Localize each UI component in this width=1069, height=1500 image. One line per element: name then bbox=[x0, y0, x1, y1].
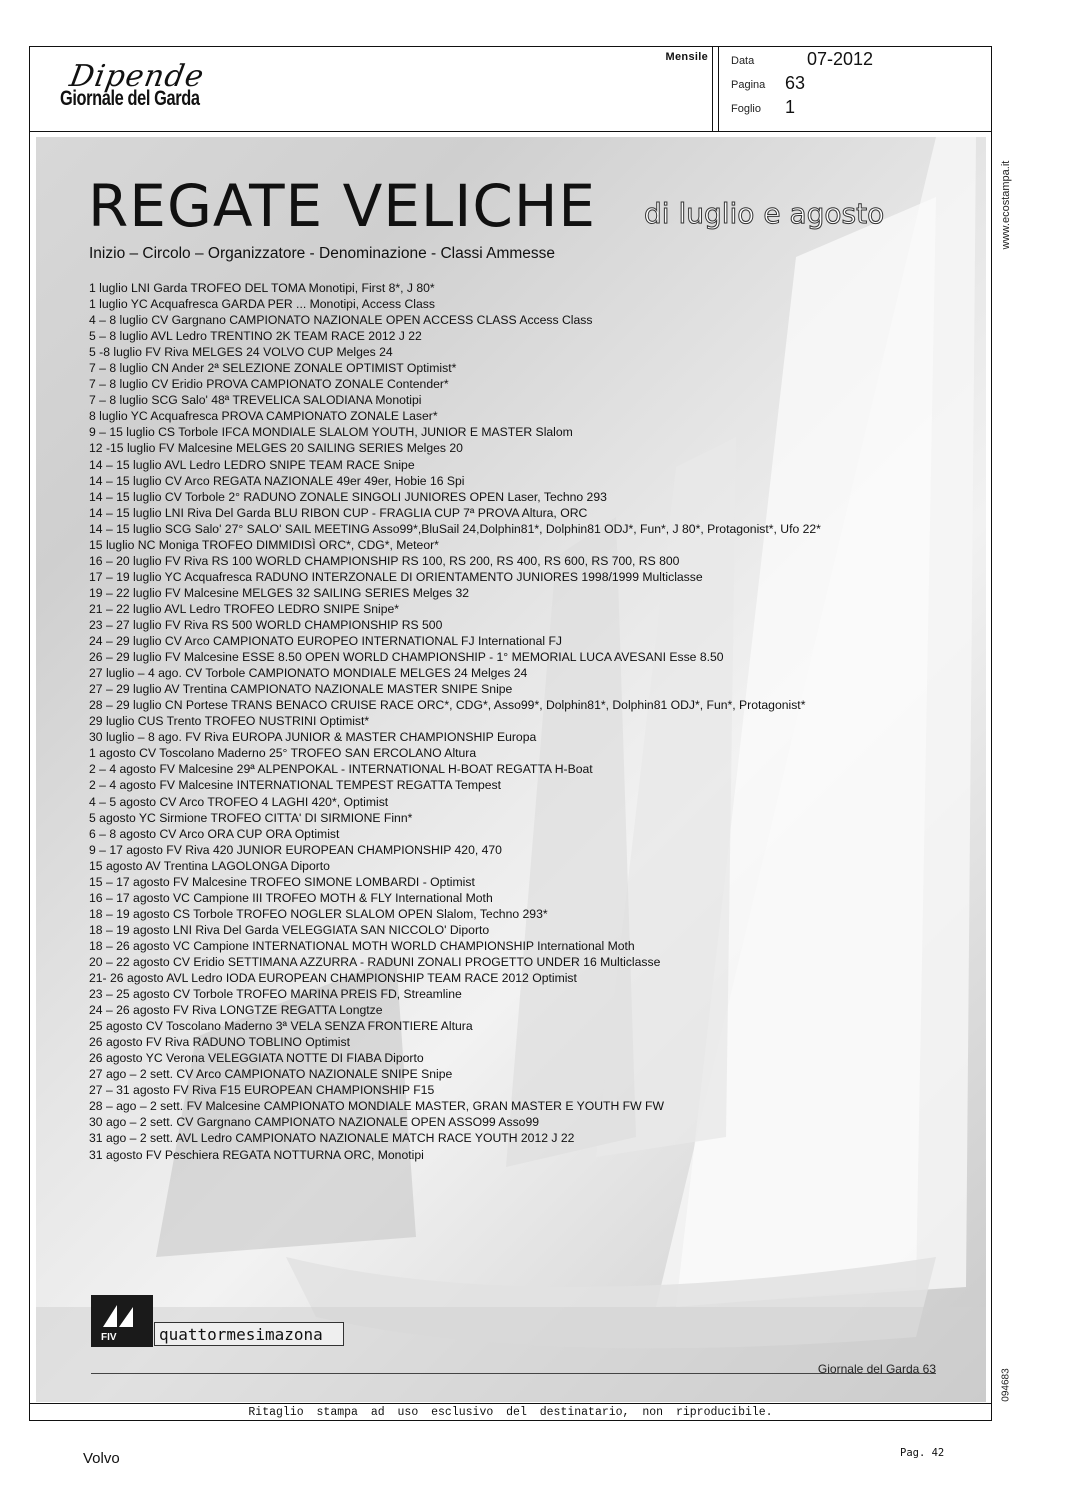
page-number: Pag. 42 bbox=[900, 1447, 945, 1459]
event-item: 31 ago – 2 sett. AVL Ledro CAMPIONATO NAZIONALE MATCH RACE YOUTH 2012 J 22 bbox=[89, 1131, 575, 1146]
event-item: 5 – 8 luglio AVL Ledro TRENTINO 2K TEAM RACE 2012 J 22 bbox=[89, 329, 422, 344]
column-header: Inizio – Circolo – Organizzatore - Denominazione - Classi Ammesse bbox=[89, 245, 556, 262]
publication-logo-name: Giornale del Garda bbox=[60, 87, 200, 110]
event-item: 21- 26 agosto AVL Ledro IODA EUROPEAN CHAMPIONSHIP TEAM RACE 2012 Optimist bbox=[89, 971, 577, 986]
event-item: 17 – 19 luglio YC Acquafresca RADUNO INTERZONALE DI ORIENTAMENTO JUNIORES 1998/1999 Multiclasse bbox=[89, 569, 703, 584]
event-item: 12 -15 luglio FV Malcesine MELGES 20 SAILING SERIES Melges 20 bbox=[89, 441, 463, 456]
press-clipping-frame bbox=[29, 46, 992, 1421]
clipping-meta-box bbox=[718, 47, 991, 131]
event-item: 27 – 29 luglio AV Trentina CAMPIONATO NAZIONALE MASTER SNIPE Snipe bbox=[89, 682, 513, 697]
website-text: www.ecostampa.it bbox=[1000, 160, 1012, 250]
reproduction-disclaimer: Ritaglio stampa ad uso esclusivo del destinatario, non riproducibile. bbox=[30, 1403, 991, 1421]
event-item: 26 agosto YC Verona VELEGGIATA NOTTE DI FIABA Diporto bbox=[89, 1051, 424, 1066]
event-item: 29 luglio CUS Trento TROFEO NUSTRINI Optimist* bbox=[89, 714, 370, 729]
event-item: 1 luglio LNI Garda TROFEO DEL TOMA Monotipi, First 8*, J 80* bbox=[89, 281, 435, 295]
event-item: 16 – 17 agosto VC Campione III TROFEO MOTH & FLY International Moth bbox=[89, 890, 493, 905]
event-item: 23 – 27 luglio FV Riva RS 500 WORLD CHAMPIONSHIP RS 500 bbox=[89, 617, 443, 632]
event-item: 19 – 22 luglio FV Malcesine MELGES 32 SAILING SERIES Melges 32 bbox=[89, 585, 470, 600]
clipping-code-text: 094683 bbox=[1000, 1368, 1012, 1402]
event-item: 28 – ago – 2 sett. FV Malcesine CAMPIONATO MONDIALE MASTER, GRAN MASTER E YOUTH FW FW bbox=[89, 1099, 664, 1114]
event-item: 5 -8 luglio FV Riva MELGES 24 VOLVO CUP Melges 24 bbox=[89, 345, 393, 360]
meta-label-pagina: Pagina bbox=[731, 79, 766, 91]
meta-label-foglio: Foglio bbox=[731, 103, 761, 115]
event-item: 14 – 15 luglio CV Arco REGATA NAZIONALE 49er 49er, Hobie 16 Spi bbox=[89, 473, 465, 488]
event-item: 18 – 19 agosto CS Torbole TROFEO NOGLER SLALOM OPEN Slalom, Techno 293* bbox=[89, 906, 548, 921]
regatta-event-list bbox=[89, 280, 821, 1163]
event-item: 18 – 26 agosto VC Campione INTERNATIONAL MOTH WORLD CHAMPIONSHIP International Moth bbox=[89, 938, 635, 953]
event-item: 6 – 8 agosto CV Arco ORA CUP ORA Optimist bbox=[89, 826, 340, 841]
frequency-label: Mensile bbox=[665, 51, 708, 63]
event-item: 14 – 15 luglio SCG Salo' 27° SALO' SAIL MEETING Asso99*,BluSail 24,Dolphin81*, Dolphin81 ODJ*, Fun*, J 80*, Protagonist*, Ufo 22* bbox=[89, 521, 821, 536]
event-item: 7 – 8 luglio SCG Salo' 48ª TREVELICA SALODIANA Monotipi bbox=[89, 393, 422, 408]
client-name: Volvo bbox=[83, 1450, 120, 1467]
event-item: 14 – 15 luglio AVL Ledro LEDRO SNIPE TEAM RACE Snipe bbox=[89, 457, 415, 472]
event-item: 1 luglio YC Acquafresca GARDA PER ... Monotipi, Access Class bbox=[89, 297, 435, 312]
event-item: 26 – 29 luglio FV Malcesine ESSE 8.50 OPEN WORLD CHAMPIONSHIP - 1° MEMORIAL LUCA AVESANI Esse 8.50 bbox=[89, 650, 724, 665]
sail-icon bbox=[99, 1303, 139, 1329]
meta-value-foglio: 1 bbox=[785, 97, 796, 117]
meta-value-data: 07-2012 bbox=[807, 49, 874, 69]
publication-box bbox=[30, 47, 713, 131]
event-item: 25 agosto CV Toscolano Maderno 3ª VELA SENZA FRONTIERE Altura bbox=[89, 1019, 473, 1034]
event-item: 27 ago – 2 sett. CV Arco CAMPIONATO NAZIONALE SNIPE Snipe bbox=[89, 1067, 453, 1082]
event-item: 5 agosto YC Sirmione TROFEO CITTA' DI SIRMIONE Finn* bbox=[89, 810, 413, 825]
event-item: 2 – 4 agosto FV Malcesine INTERNATIONAL TEMPEST REGATTA Tempest bbox=[89, 778, 502, 793]
event-item: 27 luglio – 4 ago. CV Torbole CAMPIONATO MONDIALE MELGES 24 Melges 24 bbox=[89, 666, 528, 681]
event-item: 18 – 19 agosto LNI Riva Del Garda VELEGGIATA SAN NICCOLO' Diporto bbox=[89, 922, 490, 937]
event-item: 21 – 22 luglio AVL Ledro TROFEO LEDRO SNIPE Snipe* bbox=[89, 601, 400, 616]
fiv-logo bbox=[91, 1295, 153, 1347]
event-item: 28 – 29 luglio CN Portese TRANS BENACO CRUISE RACE ORC*, CDG*, Asso99*, Dolphin81*, Dolphin81 ODJ*, Fun*, Protagonist* bbox=[89, 698, 806, 713]
event-item: 7 – 8 luglio CV Eridio PROVA CAMPIONATO ZONALE Contender* bbox=[89, 377, 449, 392]
event-item: 26 agosto FV Riva RADUNO TOBLINO Optimist bbox=[89, 1035, 350, 1050]
article-content bbox=[36, 137, 986, 1402]
event-item: 14 – 15 luglio CV Torbole 2° RADUNO ZONALE SINGOLI JUNIORES OPEN Laser, Techno 293 bbox=[89, 489, 607, 504]
event-item: 24 – 26 agosto FV Riva LONGTZE REGATTA Longtze bbox=[89, 1003, 383, 1018]
clipping-code-vertical bbox=[996, 1355, 1016, 1415]
event-item: 1 agosto CV Toscolano Maderno 25° TROFEO SAN ERCOLANO Altura bbox=[89, 746, 477, 761]
event-item: 23 – 25 agosto CV Torbole TROFEO MARINA PREIS FD, Streamline bbox=[89, 987, 462, 1002]
event-item: 27 – 31 agosto FV Riva F15 EUROPEAN CHAMPIONSHIP F15 bbox=[89, 1083, 435, 1098]
event-item: 30 ago – 2 sett. CV Gargnano CAMPIONATO NAZIONALE OPEN ASSO99 Asso99 bbox=[89, 1115, 540, 1130]
footer-divider bbox=[91, 1373, 936, 1374]
event-item: 15 agosto AV Trentina LAGOLONGA Diporto bbox=[89, 858, 330, 873]
clipping-header bbox=[30, 47, 991, 132]
fiv-logo-text: FIV bbox=[101, 1332, 117, 1343]
event-item: 7 – 8 luglio CN Ander 2ª SELEZIONE ZONALE OPTIMIST Optimist* bbox=[89, 361, 457, 376]
event-item: 20 – 22 agosto CV Eridio SETTIMANA AZZURRA - RADUNI ZONALI PROGETTO UNDER 16 Multiclasse bbox=[89, 954, 661, 969]
article-footer: Giornale del Garda 63 bbox=[817, 1362, 936, 1376]
event-item: 24 – 29 luglio CV Arco CAMPIONATO EUROPEO INTERNATIONAL FJ International FJ bbox=[89, 634, 562, 649]
event-item: 30 luglio – 8 ago. FV Riva EUROPA JUNIOR & MASTER CHAMPIONSHIP Europa bbox=[89, 730, 537, 745]
meta-label-data: Data bbox=[731, 55, 755, 67]
website-vertical bbox=[996, 140, 1016, 270]
event-item: 16 – 20 luglio FV Riva RS 100 WORLD CHAMPIONSHIP RS 100, RS 200, RS 400, RS 600, RS 700, RS 800 bbox=[89, 553, 680, 568]
event-item: 8 luglio YC Acquafresca PROVA CAMPIONATO ZONALE Laser* bbox=[89, 409, 438, 424]
meta-value-pagina: 63 bbox=[785, 73, 806, 93]
event-item: 15 – 17 agosto FV Malcesine TROFEO SIMONE LOMBARDI - Optimist bbox=[89, 874, 475, 889]
event-item: 9 – 17 agosto FV Riva 420 JUNIOR EUROPEAN CHAMPIONSHIP 420, 470 bbox=[89, 842, 502, 857]
event-item: 2 – 4 agosto FV Malcesine 29ª ALPENPOKAL - INTERNATIONAL H-BOAT REGATTA H-Boat bbox=[89, 762, 593, 777]
quattormesimazona-logo: quattormesimazona bbox=[154, 1322, 344, 1346]
publication-logo-script: Dipende bbox=[66, 59, 207, 94]
event-item: 4 – 8 luglio CV Gargnano CAMPIONATO NAZIONALE OPEN ACCESS CLASS Access Class bbox=[89, 313, 593, 328]
article-subtitle: di luglio e agosto bbox=[644, 197, 885, 230]
event-item: 31 agosto FV Peschiera REGATA NOTTURNA ORC, Monotipi bbox=[89, 1147, 424, 1162]
event-item: 9 – 15 luglio CS Torbole IFCA MONDIALE SLALOM YOUTH, JUNIOR E MASTER Slalom bbox=[89, 425, 573, 440]
event-item: 15 luglio NC Moniga TROFEO DIMMIDISÌ ORC*, CDG*, Meteor* bbox=[89, 537, 439, 552]
event-item: 14 – 15 luglio LNI Riva Del Garda BLU RIBON CUP - FRAGLIA CUP 7ª PROVA Altura, ORC bbox=[89, 505, 588, 520]
article-title: REGATE VELICHE bbox=[88, 172, 597, 240]
event-item: 4 – 5 agosto CV Arco TROFEO 4 LAGHI 420*, Optimist bbox=[89, 794, 389, 809]
